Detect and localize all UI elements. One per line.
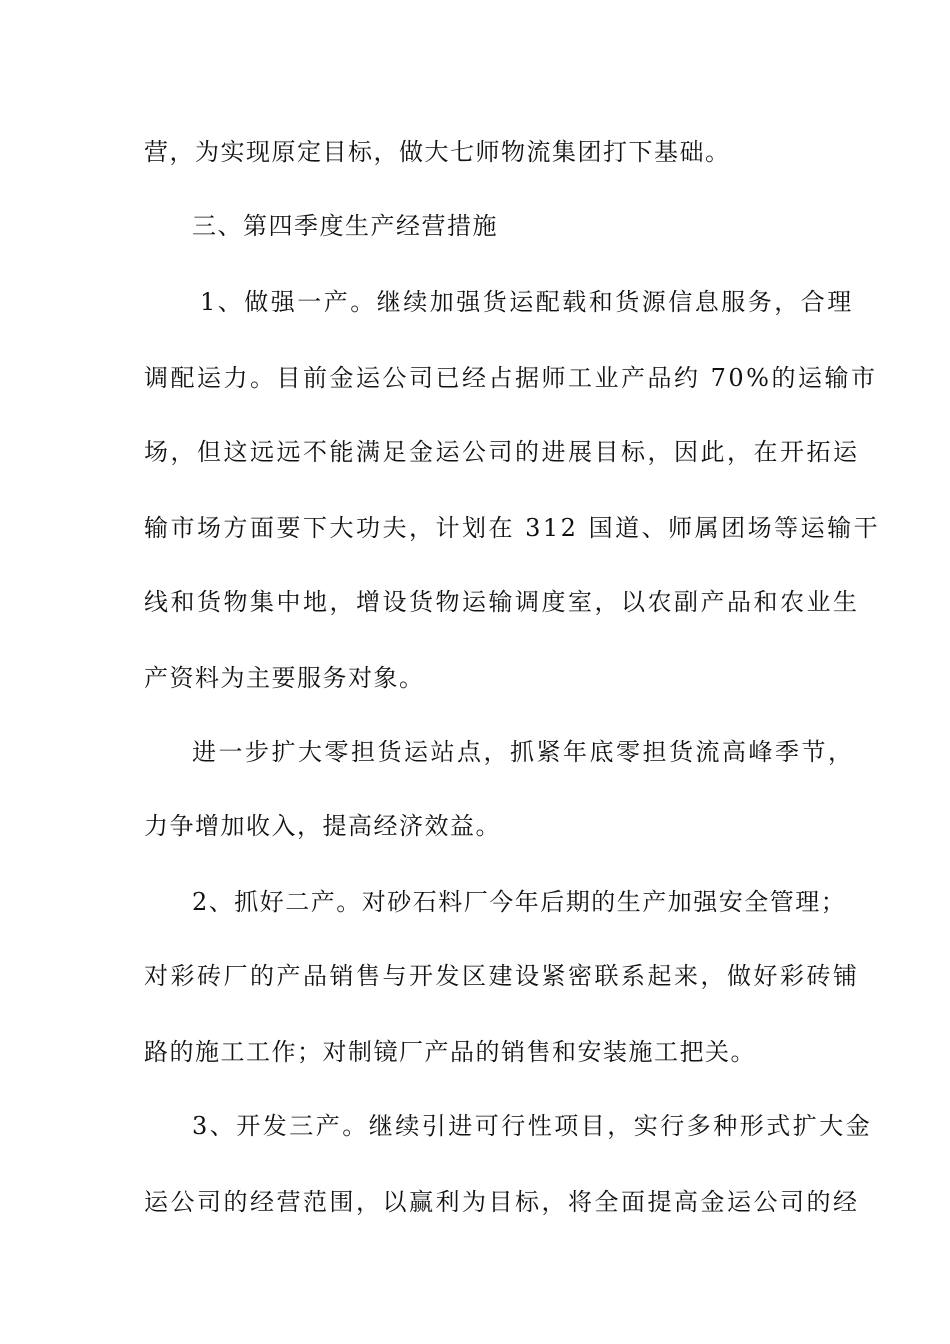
text-line: 营，为实现原定目标，做大七师物流集团打下基础。 [144, 138, 731, 166]
text-line: 线和货物集中地，增设货物运输调度室，以农副产品和农业生 [144, 588, 860, 616]
text-line: 3、开发三产。继续引进可行性项目，实行多种形式扩大金 [192, 1112, 873, 1140]
text-line: 进一步扩大零担货运站点，抓紧年底零担货流高峰季节， [192, 738, 855, 766]
text-line: 1、做强一产。继续加强货运配载和货源信息服务，合理 [200, 288, 854, 316]
text-line: 力争增加收入，提高经济效益。 [144, 812, 501, 840]
text-line: 对彩砖厂的产品销售与开发区建设紧密联系起来，做好彩砖铺 [144, 962, 860, 990]
text-line: 场，但这远远不能满足金运公司的进展目标，因此，在开拓运 [144, 438, 860, 466]
text-line: 产资料为主要服务对象。 [144, 664, 425, 692]
section-heading: 三、第四季度生产经营措施 [192, 212, 498, 240]
text-line: 输市场方面要下大功夫，计划在 312 国道、师属团场等运输干 [144, 514, 881, 542]
text-line: 调配运力。目前金运公司已经占据师工业产品约 70%的运输市 [144, 364, 878, 392]
text-line: 运公司的经营范围，以赢利为目标，将全面提高金运公司的经 [144, 1188, 860, 1216]
text-line: 2、抓好二产。对砂石料厂今年后期的生产加强安全管理； [192, 888, 847, 916]
text-line: 路的施工工作；对制镜厂产品的销售和安装施工把关。 [144, 1038, 756, 1066]
